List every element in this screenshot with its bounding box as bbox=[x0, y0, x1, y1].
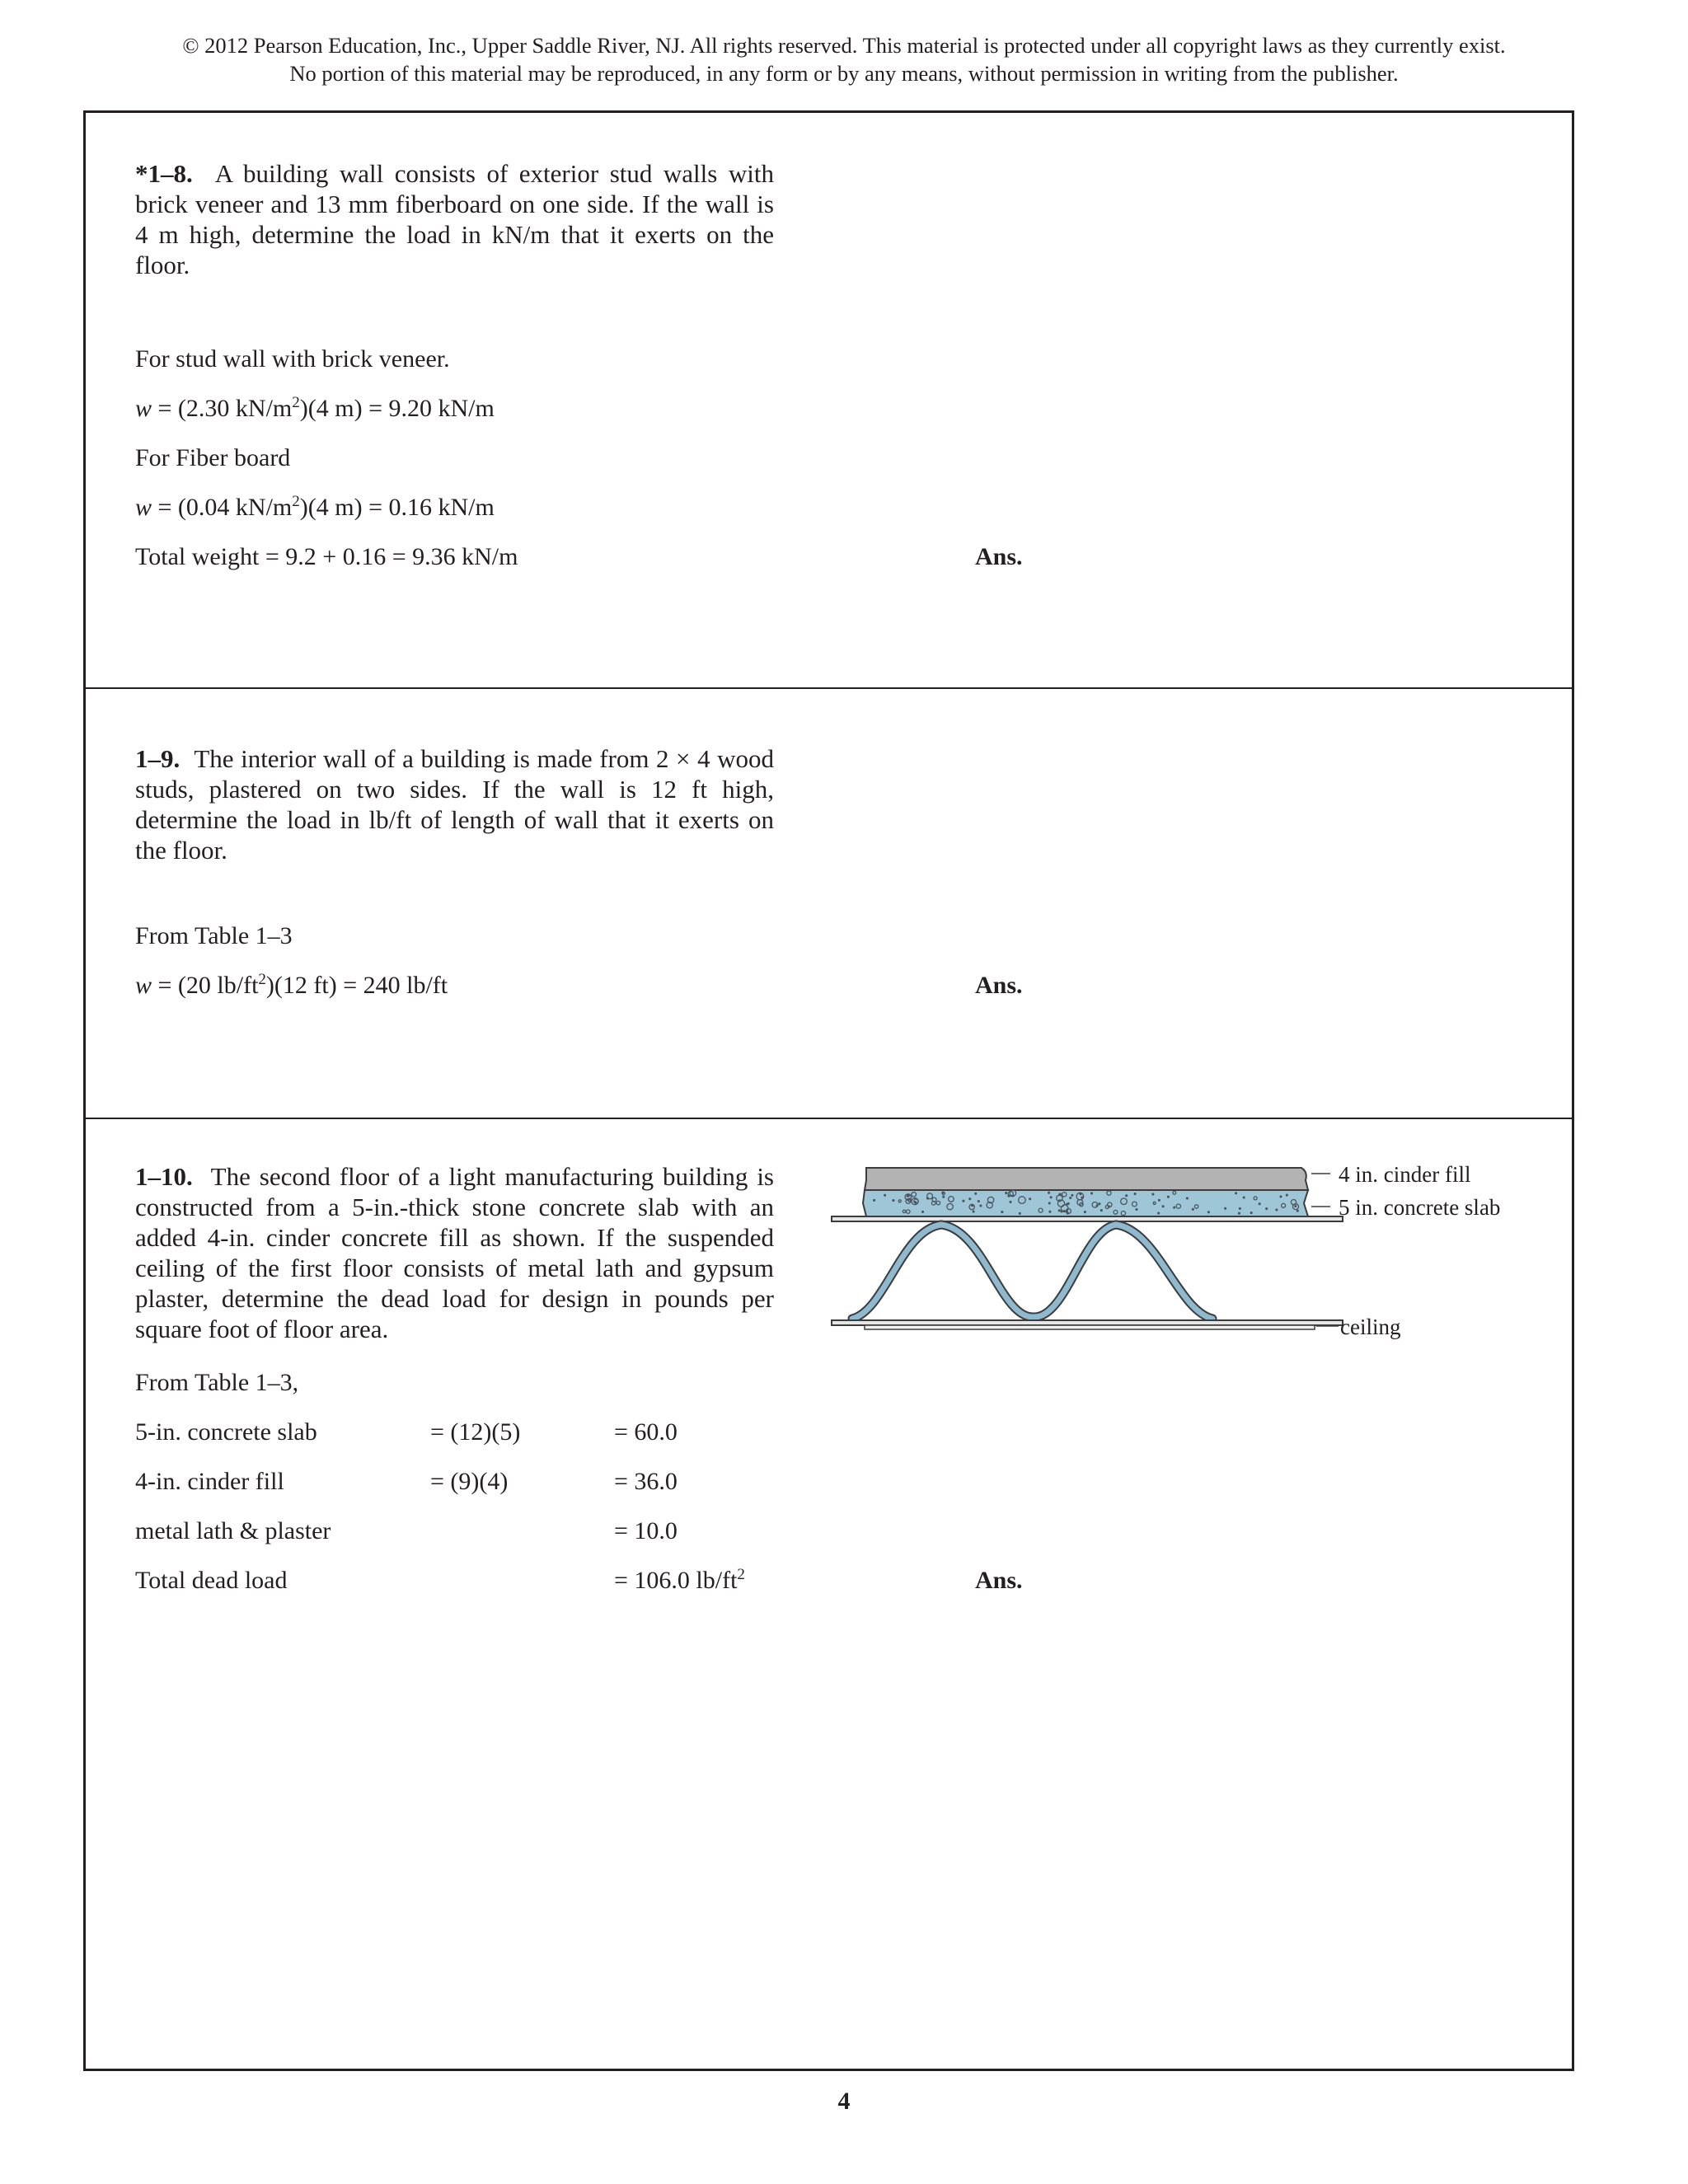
aggregate-grain bbox=[922, 1212, 924, 1213]
aggregate-grain bbox=[1168, 1196, 1170, 1197]
dead-load-row-calc: = (12)(5) bbox=[430, 1418, 521, 1446]
aggregate-grain bbox=[980, 1205, 982, 1207]
aggregate-grain bbox=[1019, 1213, 1020, 1215]
total-dead-load-label: Total dead load bbox=[135, 1567, 288, 1594]
aggregate-grain bbox=[1266, 1208, 1268, 1210]
section-divider-1 bbox=[86, 687, 1572, 689]
dead-load-row-label: 5-in. concrete slab bbox=[135, 1418, 317, 1446]
problem-1-10-number: 1–10. bbox=[135, 1162, 193, 1191]
aggregate-grain bbox=[1048, 1192, 1050, 1193]
aggregate-grain bbox=[972, 1205, 973, 1207]
aggregate-grain bbox=[1071, 1194, 1073, 1196]
aggregate-grain bbox=[1010, 1202, 1011, 1203]
aggregate-grain bbox=[1059, 1200, 1061, 1202]
answer-label-1-8: Ans. bbox=[975, 543, 1023, 570]
aggregate-grain bbox=[884, 1194, 886, 1196]
aggregate-grain bbox=[1029, 1198, 1031, 1200]
aggregate-grain bbox=[943, 1196, 945, 1197]
aggregate-grain bbox=[1099, 1203, 1100, 1205]
dead-load-row-value: = 60.0 bbox=[614, 1418, 678, 1446]
equation-1-8-stud: w = (2.30 $kN/m^2)(4$ m) = 9.20 kN/m bbox=[135, 394, 495, 422]
stud-wall-heading: For stud wall with brick veneer. bbox=[135, 345, 450, 373]
section-divider-2 bbox=[86, 1118, 1572, 1119]
aggregate-grain bbox=[1134, 1193, 1136, 1195]
aggregate-grain bbox=[942, 1192, 944, 1193]
aggregate-grain bbox=[1091, 1193, 1093, 1194]
concrete-slab-label: 5 in. concrete slab bbox=[1339, 1195, 1501, 1220]
aggregate-grain bbox=[1059, 1193, 1061, 1195]
dead-load-row-value: = 36.0 bbox=[614, 1468, 678, 1495]
problem-1-8-statement bbox=[135, 158, 774, 280]
aggregate-grain bbox=[874, 1200, 875, 1202]
problem-1-9-text: The interior wall of a building is made from 2 × 4 wood studs, plastered on two sides. If the wall is 12 ft high, determine the load in lb/ft of length of wall that it exerts on the floor. bbox=[135, 744, 775, 865]
answer-label-1-9: Ans. bbox=[975, 972, 1023, 999]
problem-1-9-number: 1–9. bbox=[135, 744, 181, 773]
aggregate-grain bbox=[1070, 1197, 1071, 1199]
aggregate-grain bbox=[1081, 1197, 1083, 1198]
cinder-fill-layer bbox=[865, 1168, 1308, 1190]
page-number: 4 bbox=[837, 2088, 851, 2115]
aggregate-grain bbox=[1067, 1203, 1069, 1205]
dead-load-row-label: 4-in. cinder fill bbox=[135, 1468, 284, 1495]
dead-load-row-label: metal lath & plaster bbox=[135, 1517, 331, 1544]
problem-1-10-statement bbox=[135, 1161, 774, 1344]
aggregate-grain bbox=[1243, 1197, 1245, 1198]
aggregate-grain bbox=[975, 1193, 977, 1194]
total-dead-load-value: = 106.0 $lb/ft^2$ bbox=[614, 1566, 745, 1594]
problem-1-9-statement bbox=[135, 743, 774, 865]
aggregate-grain bbox=[1296, 1210, 1298, 1212]
problem-1-8-number: *1–8. bbox=[135, 159, 193, 188]
aggregate-grain bbox=[1158, 1212, 1160, 1214]
solutions-frame bbox=[83, 110, 1574, 2071]
aggregate-grain bbox=[1058, 1210, 1060, 1212]
ceiling-plate bbox=[832, 1320, 1343, 1325]
copyright-line-1: © 2012 Pearson Education, Inc., Upper Saddle River, NJ. All rights reserved. This material is protected under all copyright laws as they currently exist. bbox=[182, 33, 1506, 58]
copyright-notice bbox=[0, 31, 1688, 87]
aggregate-grain bbox=[1050, 1197, 1052, 1198]
total-weight: Total weight = 9.2 + 0.16 = 9.36 kN/m bbox=[135, 543, 518, 570]
slab-bottom-plate bbox=[832, 1216, 1343, 1221]
aggregate-grain bbox=[1061, 1211, 1062, 1212]
aggregate-grain bbox=[963, 1200, 964, 1202]
equation-1-8-fiber: w = (0.04 $kN/m^2)(4$ m) = 0.16 kN/m bbox=[135, 493, 495, 521]
dead-load-row-calc: = (9)(4) bbox=[430, 1468, 509, 1495]
problem-1-10-text: The second floor of a light manufacturing building is constructed from a 5-in.-thick stone concrete slab with an added 4-in. cinder concrete fill as shown. If the suspended ceiling of the first floor consists of metal lath and gypsum plaster, determine the dead load for design in pounds per square foot of floor area. bbox=[135, 1162, 774, 1343]
aggregate-grain bbox=[1162, 1206, 1164, 1207]
aggregate-grain bbox=[1208, 1212, 1210, 1213]
aggregate-grain bbox=[1085, 1212, 1086, 1213]
aggregate-grain bbox=[1159, 1199, 1160, 1201]
equation-1-9: w = (20 $lb/ft^2)(12$ ft) = 240 lb/ft bbox=[135, 971, 448, 999]
ceiling-label: ceiling bbox=[1340, 1315, 1401, 1339]
aggregate-grain bbox=[915, 1202, 917, 1203]
aggregate-grain bbox=[1250, 1212, 1252, 1214]
aggregate-grain bbox=[969, 1198, 971, 1200]
table-reference-1-9: From Table 1–3 bbox=[135, 922, 293, 949]
aggregate-grain bbox=[1225, 1207, 1226, 1209]
aggregate-grain bbox=[1048, 1202, 1050, 1204]
aggregate-grain bbox=[1063, 1211, 1065, 1212]
aggregate-grain bbox=[907, 1195, 909, 1197]
table-reference-1-10: From Table 1–3, bbox=[135, 1369, 299, 1396]
fiber-board-heading: For Fiber board bbox=[135, 444, 291, 471]
aggregate-grain bbox=[1280, 1196, 1282, 1197]
aggregate-grain bbox=[1152, 1193, 1154, 1195]
aggregate-grain bbox=[1080, 1193, 1081, 1195]
aggregate-grain bbox=[1286, 1194, 1287, 1196]
aggregate-grain bbox=[1001, 1212, 1003, 1213]
dead-load-row-value: = 10.0 bbox=[614, 1517, 678, 1544]
ceiling-hanger-strap bbox=[852, 1225, 1212, 1319]
aggregate-grain bbox=[1187, 1197, 1189, 1199]
aggregate-grain bbox=[1236, 1193, 1237, 1194]
copyright-line-2: No portion of this material may be reproduced, in any form or by any means, without permission in writing from the publisher. bbox=[289, 61, 1399, 86]
aggregate-grain bbox=[1100, 1210, 1102, 1212]
aggregate-grain bbox=[1126, 1195, 1128, 1197]
answer-label-1-10: Ans. bbox=[975, 1567, 1023, 1594]
ceiling-lower-plate bbox=[865, 1325, 1315, 1329]
aggregate-grain bbox=[1049, 1211, 1051, 1212]
aggregate-grain bbox=[1295, 1206, 1296, 1207]
aggregate-grain bbox=[973, 1211, 974, 1212]
aggregate-grain bbox=[1276, 1209, 1278, 1211]
aggregate-grain bbox=[978, 1201, 979, 1202]
aggregate-grain bbox=[1136, 1209, 1137, 1211]
aggregate-grain bbox=[1192, 1208, 1193, 1210]
aggregate-grain bbox=[1239, 1212, 1240, 1214]
problem-1-8-text: A building wall consists of exterior stud walls with brick veneer and 13 mm fiberboard on one side. If the wall is 4 m high, determine the load in kN/m that it exerts on the floor. bbox=[135, 159, 774, 279]
aggregate-grain bbox=[1240, 1208, 1241, 1210]
aggregate-grain bbox=[1174, 1207, 1175, 1208]
aggregate-grain bbox=[893, 1200, 894, 1202]
aggregate-grain bbox=[1259, 1203, 1260, 1205]
aggregate-grain bbox=[1006, 1193, 1007, 1194]
cinder-fill-label: 4 in. cinder fill bbox=[1339, 1162, 1471, 1187]
